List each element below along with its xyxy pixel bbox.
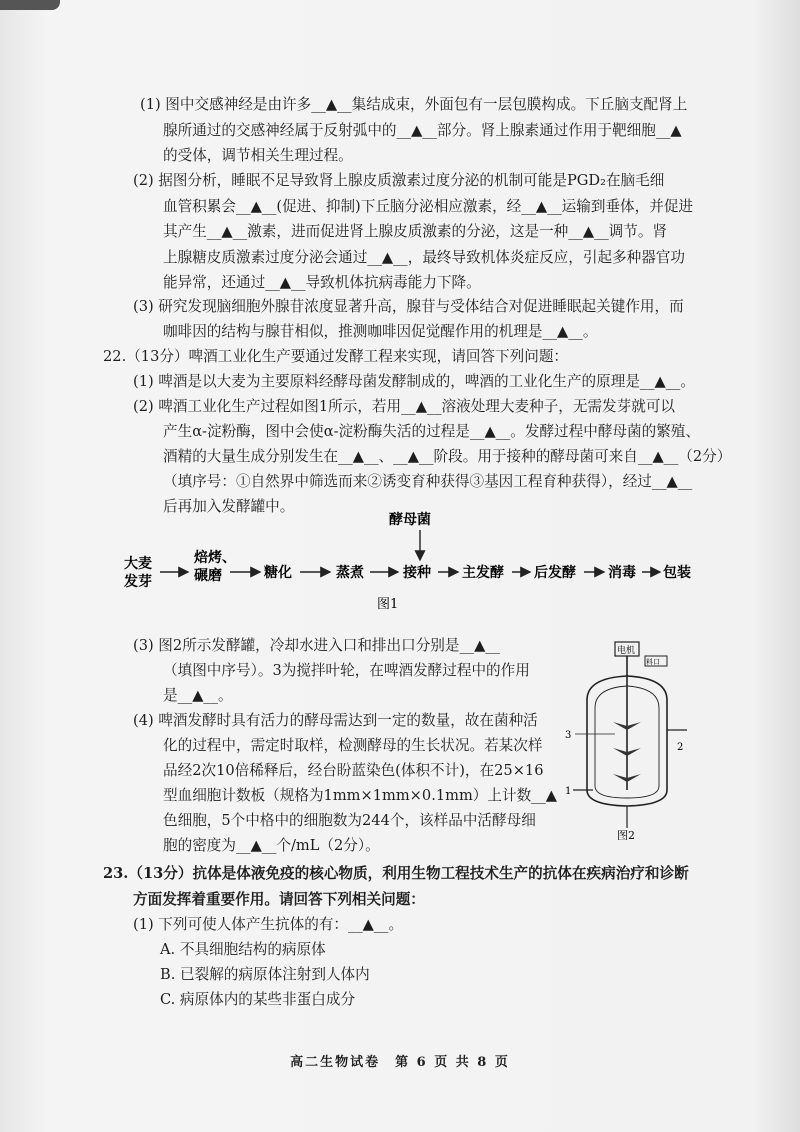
q21-p1-line2: 腺所通过的交感神经属于反射弧中的__▲__部分。肾上腺素通过作用于靶细胞__▲ [163,122,682,139]
fig1-yeast-label: 酵母菌 [389,512,431,528]
fig1-step-roast: 焙烤、 [194,550,236,566]
q22-p2-line3: 酒精的大量生成分别发生在__▲__、__▲__阶段。用于接种的酵母菌可来自__▲__（2分） [163,448,732,465]
q23-option-b: B. 已裂解的病原体注射到人体内 [160,966,370,983]
q22-p4-line5: 色细胞，5个中格中的细胞数为244个，该样品中活酵母细 [163,812,536,829]
q22-p3-line1: (3) 图2所示发酵罐，冷却水进入口和排出口分别是__▲__ [133,637,500,654]
q23-option-a: A. 不具细胞结构的病原体 [160,941,326,958]
fig1-step-package: 包装 [663,565,691,581]
fig2-num-1: 1 [565,786,572,797]
q22-heading: 22.（13分）啤酒工业化生产要通过发酵工程来实现，请回答下列问题： [103,348,569,365]
figure-2-fermenter [565,640,705,840]
fig2-caption: 图2 [617,829,635,840]
q22-p2-line4: （填序号：①自然界中筛选而来②诱变育种获得③基因工程育种获得），经过__▲__ [163,473,693,490]
page-footer: 高二生物试卷 第 6 页 共 8 页 [290,1055,510,1070]
q21-p2-line3: 其产生__▲__激素，进而促进肾上腺皮质激素的分泌，这是一种__▲__调节。肾 [163,223,668,240]
q21-p2-line5: 能异常，还通过__▲__导致机体抗病毒能力下降。 [163,274,481,291]
fig2-motor-label: 电机 [617,646,636,656]
fig1-step-saccharify: 糖化 [264,565,292,581]
q22-p4-line4: 型血细胞计数板（规格为1mm×1mm×0.1mm）上计数__▲ [163,787,557,804]
q21-p3-line1: (3) 研究发现脑细胞外腺苷浓度显著升高，腺苷与受体结合对促进睡眠起关键作用，而 [133,298,684,315]
q21-p2-line2: 血管积累会__▲__(促进、抑制)下丘脑分泌相应激素，经__▲__运输到垂体，并促进 [163,198,694,215]
q21-p1-line3: 的受体，调节相关生理过程。 [163,147,353,164]
figure-1-process-flow [120,510,700,610]
fig1-step-boil: 蒸煮 [336,565,364,581]
fig2-num-2: 2 [677,742,684,753]
q21-p3-line2: 咖啡因的结构与腺苷相似，推测咖啡因促觉醒作用的机理是__▲__。 [163,323,598,340]
q23-p1-line1: (1) 下列可使人体产生抗体的有：__▲__。 [133,916,404,933]
fig2-top-port-label: 料口 [646,658,660,666]
q23-heading-line2: 方面发挥着重要作用。请回答下列相关问题： [133,891,425,908]
q23-option-c: C. 病原体内的某些非蛋白成分 [160,991,356,1008]
fig1-step-main-ferment: 主发酵 [462,565,504,581]
q21-p1-line1: (1) 图中交感神经是由许多__▲__集结成束，外面包有一层包膜构成。下丘脑支配肾上 [140,96,688,113]
q22-p2-line1: (2) 啤酒工业化生产过程如图1所示，若用__▲__溶液处理大麦种子，无需发芽就可以 [133,398,676,415]
fig1-step-barley: 大麦 [124,556,152,572]
q23-heading-line1: 23.（13分）抗体是体液免疫的核心物质，利用生物工程技术生产的抗体在疾病治疗和诊断 [103,865,689,882]
fig1-caption: 图1 [377,597,399,610]
fig2-num-3: 3 [565,730,572,741]
fig1-step-sprout: 发芽 [124,574,152,590]
scan-corner-mark [0,0,60,10]
q22-p2-line5: 后再加入发酵罐中。 [163,498,295,515]
q22-p3-line3: 是__▲__。 [163,687,233,704]
q22-p3-line2: （填图中序号）。3为搅拌叶轮，在啤酒发酵过程中的作用 [163,662,530,679]
q21-p2-line4: 上腺糖皮质激素过度分泌会通过__▲__，最终导致机体炎症反应，引起多种器官功 [163,249,686,266]
q22-p2-line2: 产生α-淀粉酶，图中会使α-淀粉酶失活的过程是__▲__。发酵过程中酵母菌的繁殖、 [163,423,700,440]
q22-p1-line1: (1) 啤酒是以大麦为主要原料经酵母菌发酵制成的，啤酒的工业化生产的原理是__▲__。 [133,373,695,390]
q22-p4-line1: (4) 啤酒发酵时具有活力的酵母需达到一定的数量，故在菌种活 [133,712,538,729]
fig1-step-grind: 碾磨 [194,568,222,584]
fig1-step-post-ferment: 后发酵 [534,565,576,581]
q22-p4-line6: 胞的密度为__▲__个/mL（2分）。 [163,837,380,854]
q22-p4-line2: 化的过程中，需定时取样，检测酵母的生长状况。若某次样 [163,737,543,754]
fig1-step-inoculate: 接种 [403,565,431,581]
fig1-step-sterilize: 消毒 [608,565,636,581]
q22-p4-line3: 品经2次10倍稀释后，经台盼蓝染色(体积不计)，在25×16 [163,762,544,779]
q21-p2-line1: (2) 据图分析，睡眠不足导致肾上腺皮质激素过度分泌的机制可能是PGD₂在脑毛细 [133,172,665,189]
